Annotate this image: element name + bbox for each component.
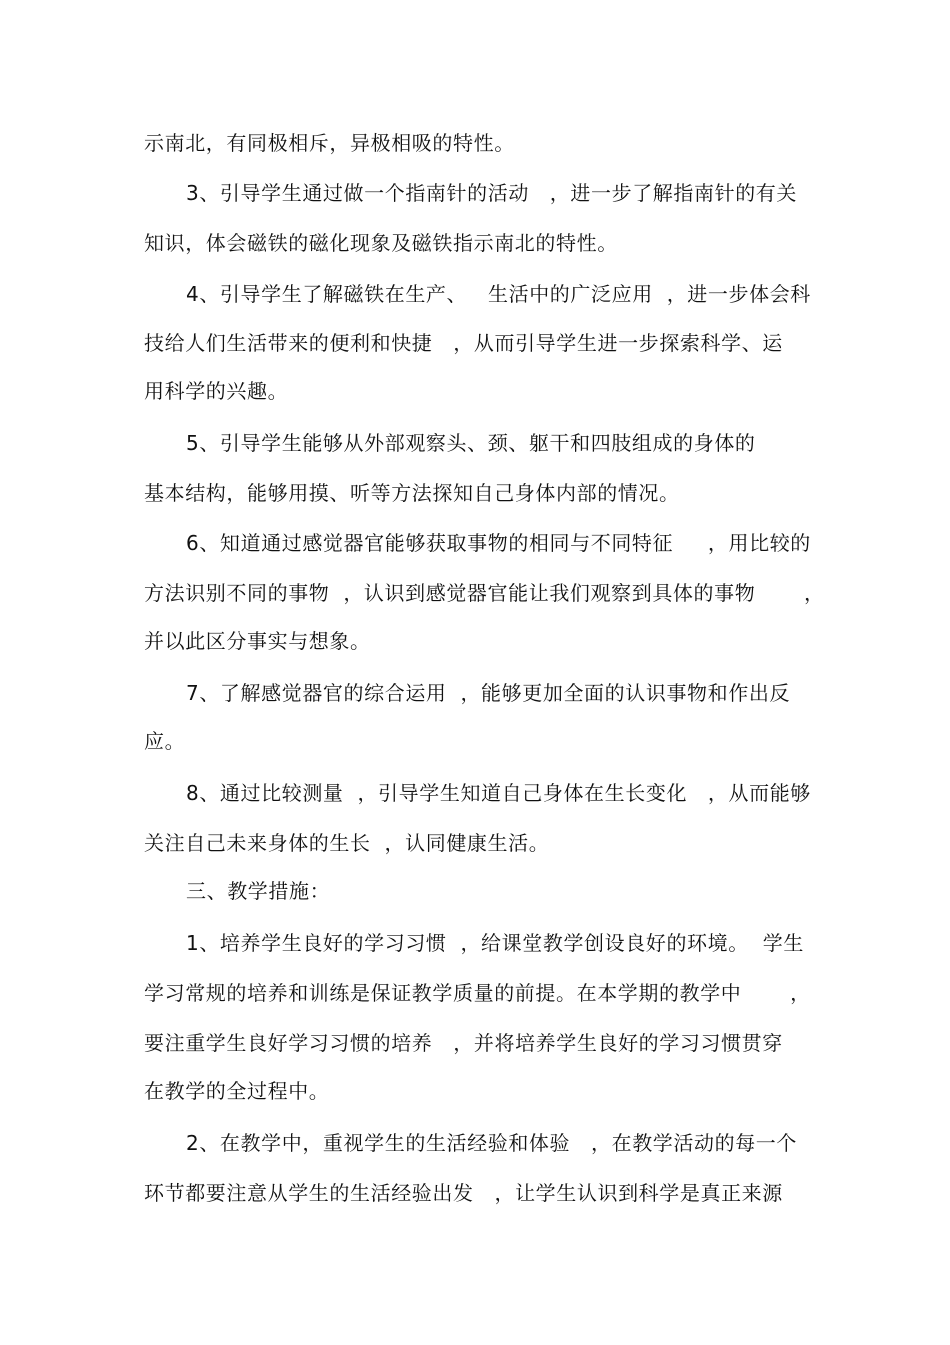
text-line: 知识，体会磁铁的磁化现象及磁铁指示南北的特性。: [144, 231, 618, 255]
text-line: 5、引导学生能够从外部观察头、颈、躯干和四肢组成的身体的: [186, 431, 756, 455]
text-line: 环节都要注意从学生的生活经验出发 ，让学生认识到科学是真正来源: [144, 1181, 783, 1205]
text-line: 8、通过比较测量 ，引导学生知道自己身体在生长变化 ，从而能够: [186, 781, 811, 805]
text-line: 要注重学生良好学习习惯的培养 ，并将培养学生良好的学习习惯贯穿: [144, 1031, 783, 1055]
text-line: 示南北，有同极相斥，异极相吸的特性。: [144, 131, 515, 155]
text-line: 在教学的全过程中。: [144, 1079, 330, 1103]
text-line: 方法识别不同的事物 ，认识到感觉器官能让我们观察到具体的事物 ，: [144, 581, 825, 605]
text-line: 7、了解感觉器官的综合运用 ，能够更加全面的认识事物和作出反: [186, 681, 791, 705]
text-line: 基本结构，能够用摸、听等方法探知自己身体内部的情况。: [144, 481, 680, 505]
section-heading: 三、教学措施：: [186, 879, 331, 903]
text-line: 应。: [144, 729, 186, 753]
text-line: 1、培养学生良好的学习习惯 ，给课堂教学创设良好的环境。 学生: [186, 931, 804, 955]
text-line: 4、引导学生了解磁铁在生产、 生活中的广泛应用 ，进一步体会科: [186, 282, 811, 306]
text-line: 3、引导学生通过做一个指南针的活动 ，进一步了解指南针的有关: [186, 181, 797, 205]
text-line: 用科学的兴趣。: [144, 379, 289, 403]
text-line: 技给人们生活带来的便利和快捷 ，从而引导学生进一步探索科学、运: [144, 331, 783, 355]
text-line: 关注自己未来身体的生长 ，认同健康生活。: [144, 831, 550, 855]
text-line: 学习常规的培养和训练是保证教学质量的前提。在本学期的教学中 ，: [144, 981, 811, 1005]
text-line: 2、在教学中，重视学生的生活经验和体验 ，在教学活动的每一个: [186, 1131, 797, 1155]
text-line: 并以此区分事实与想象。: [144, 629, 371, 653]
text-line: 6、知道通过感觉器官能够获取事物的相同与不同特征 ，用比较的: [186, 531, 811, 555]
